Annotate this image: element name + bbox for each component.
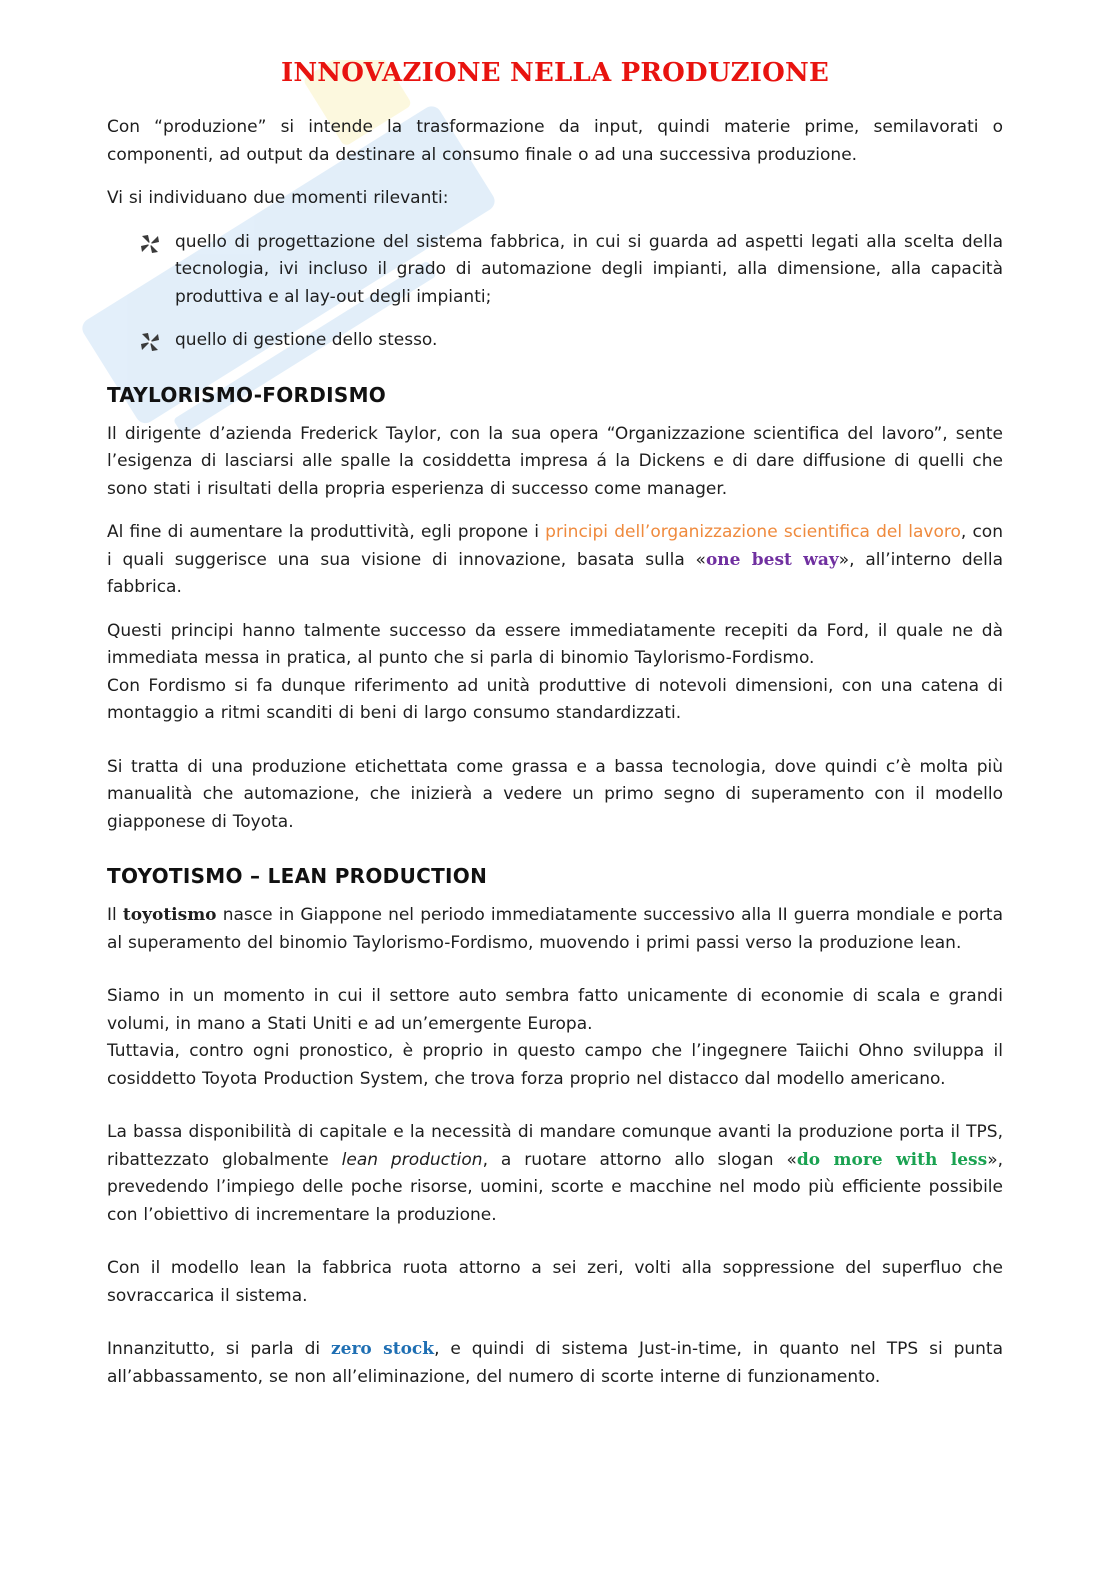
bullet-list (107, 229, 1003, 355)
document-page (107, 50, 1003, 1391)
term-zero-stock: zero stock (331, 1339, 435, 1359)
section-heading-toyotismo: TOYOTISMO – LEAN PRODUCTION (107, 864, 488, 888)
list-item (139, 327, 1003, 355)
intro-lead: Vi si individuano due momenti rilevanti: (107, 188, 449, 208)
pinwheel-bullet-icon (139, 233, 161, 255)
taylorismo-paragraph-1: Il dirigente d’azienda Frederick Taylor, con la sua opera “Organizzazione scientifica del lavoro”, sente l’esigenza di lasciarsi alle spalle la cosiddetta impresa á la Dickens e di dare diffusione di quelli che sono stati i risultati della propria esperienza di successo come manager. (107, 423, 1003, 499)
bullet-text: quello di gestione dello stesso. (175, 330, 438, 350)
page-title: INNOVAZIONE NELLA PRODUZIONE (280, 58, 829, 88)
highlight-principi: principi dell’organizzazione scientifica del lavoro (545, 522, 961, 542)
taylorismo-paragraph-3: Questi principi hanno talmente successo da essere immediatamente recepiti da Ford, il quale ne dà immediata messa in pratica, al punto che si parla di binomio Taylorismo-Fordismo. (107, 620, 1003, 668)
taylorismo-paragraph-4: Con Fordismo si fa dunque riferimento ad unità produttive di notevoli dimensioni, con una catena di montaggio a ritmi scanditi di beni di largo consumo standardizzati. (107, 675, 1003, 723)
toyotismo-paragraph-5: Con il modello lean la fabbrica ruota attorno a sei zeri, volti alla soppressione del superfluo che sovraccarica il sistema. (107, 1258, 1003, 1306)
toyotismo-paragraph-2: Siamo in un momento in cui il settore auto sembra fatto unicamente di economie di scala e grandi volumi, in mano a Stati Uniti e ad un’emergente Europa. (107, 986, 1003, 1034)
intro-paragraph: Con “produzione” si intende la trasformazione da input, quindi materie prime, semilavorati o componenti, ad output da destinare al consumo finale o ad una successiva produzione. (107, 117, 1003, 165)
taylorismo-paragraph-5: Si tratta di una produzione etichettata come grassa e a bassa tecnologia, dove quindi c’è molta più manualità che automazione, che inizierà a vedere un primo segno di superamento con il modello giapponese di Toyota. (107, 756, 1003, 832)
taylorismo-paragraph-2: Al fine di aumentare la produttività, egli propone i principi dell’organizzazione scientifica del lavoro, con i quali suggerisce una sua visione di innovazione, basata sulla «one best way», all’interno della fabbrica. (107, 522, 1004, 597)
toyotismo-paragraph-3: Tuttavia, contro ogni pronostico, è proprio in questo campo che l’ingegnere Taiichi Ohno sviluppa il cosiddetto Toyota Production System, che trova forza proprio nel distacco dal modello americano. (107, 1041, 1003, 1089)
section-heading-taylorismo: TAYLORISMO-FORDISMO (107, 382, 387, 407)
term-do-more-with-less: do more with less (796, 1149, 988, 1170)
bullet-text: quello di progettazione del sistema fabbrica, in cui si guarda ad aspetti legati alla scelta della tecnologia, ivi incluso il grado di automazione degli impianti, alla dimensione, alla capacità produttiva e al lay-out degli impianti; (175, 231, 1003, 307)
list-item (139, 229, 1003, 312)
toyotismo-paragraph-4: La bassa disponibilità di capitale e la necessità di mandare comunque avanti la produzione porta il TPS, ribattezzato globalmente lean production, a ruotare attorno allo slogan «do more with less», prevedendo l’impiego delle poche risorse, uomini, scorte e macchine nel modo più efficiente possibile con l’obiettivo di incrementare la produzione. (107, 1122, 1003, 1225)
pinwheel-bullet-icon (139, 331, 161, 353)
term-toyotismo: toyotismo (122, 905, 217, 925)
toyotismo-paragraph-6: Innanzitutto, si parla di zero stock, e quindi di sistema Just-in-time, in quanto nel TPS si punta all’abbassamento, se non all’eliminazione, del numero di scorte interne di funzionamento. (107, 1339, 1004, 1387)
term-one-best-way: one best way (705, 549, 839, 570)
toyotismo-paragraph-1: Il toyotismo nasce in Giappone nel periodo immediatamente successivo alla II guerra mondiale e porta al superamento del binomio Taylorismo-Fordismo, muovendo i primi passi verso la produzione lean. (107, 905, 1003, 953)
